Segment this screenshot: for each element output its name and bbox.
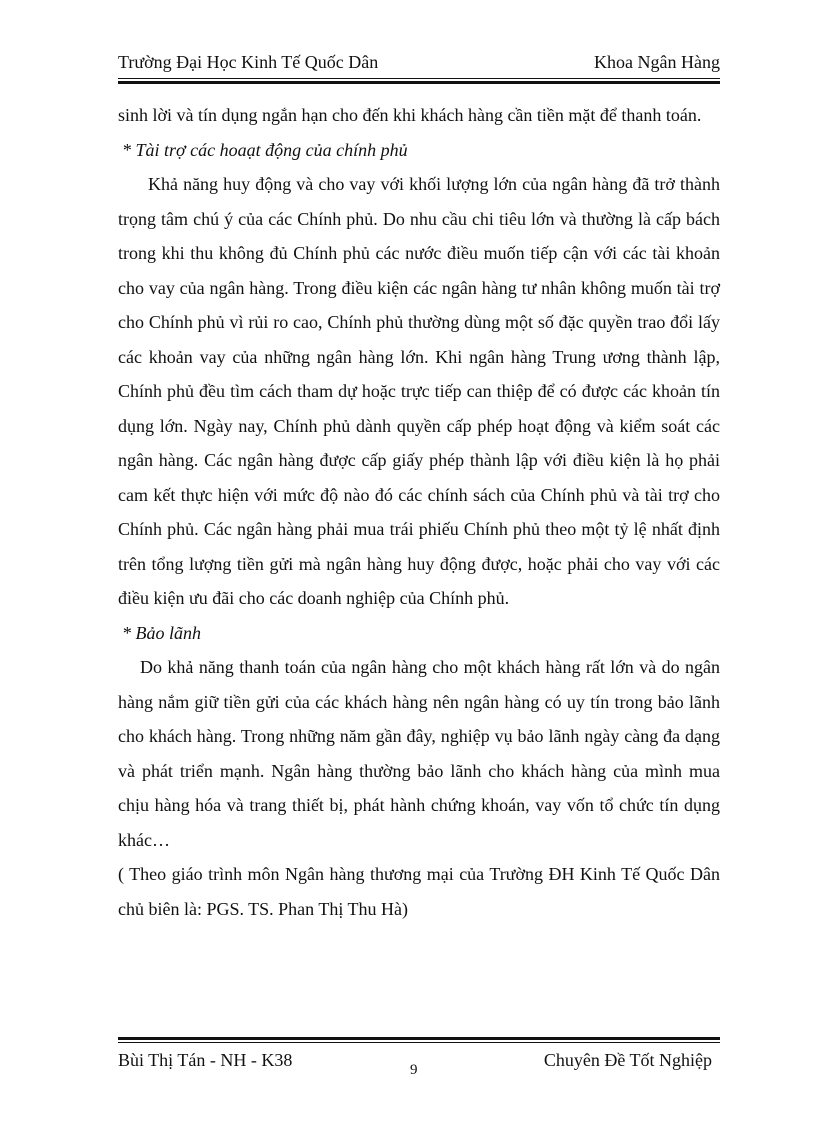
page-header <box>118 52 720 76</box>
paragraph-continuation: sinh lời và tín dụng ngắn hạn cho đến khi khách hàng cần tiền mặt để thanh toán. <box>118 105 702 125</box>
paragraph-government-finance: Khả năng huy động và cho vay với khối lượng lớn của ngân hàng đã trở thành trọng tâm chú ý của các Chính phủ. Do nhu cầu chi tiêu lớn và thường là cấp bách trong khi thu không đủ Chính phủ các nước điều muốn tiếp cận với các tài khoản cho vay của ngân hàng. Trong điều kiện các ngân hàng tư nhân không muốn tài trợ cho Chính phủ vì rủi ro cao, Chính phủ thường dùng một số đặc quyền trao đổi lấy các khoản vay của những ngân hàng lớn. Khi ngân hàng Trung ương thành lập, Chính phủ đều tìm cách tham dự hoặc trực tiếp can thiệp để có được các khoản tín dụng lớn. Ngày nay, Chính phủ dành quyền cấp phép hoạt động và kiểm soát các ngân hàng. Các ngân hàng được cấp giấy phép thành lập với điều kiện là họ phải cam kết thực hiện với mức độ nào đó các chính sách của Chính phủ và tài trợ cho Chính phủ. Các ngân hàng phải mua trái phiếu Chính phủ theo một tỷ lệ nhất định trên tổng lượng tiền gửi mà ngân hàng huy động được, hoặc phải cho vay với các điều kiện ưu đãi cho các doanh nghiệp của Chính phủ. <box>118 174 720 608</box>
paragraph-citation: ( Theo giáo trình môn Ngân hàng thương mại của Trường ĐH Kinh Tế Quốc Dân chủ biên là: PGS. TS. Phan Thị Thu Hà) <box>118 864 720 919</box>
header-rule-thin <box>118 78 720 79</box>
header-rule-thick <box>118 81 720 84</box>
footer-rule-thin <box>118 1042 720 1043</box>
header-university: Trường Đại Học Kinh Tế Quốc Dân <box>118 52 379 72</box>
footer-author: Bùi Thị Tán - NH - K38 <box>118 1050 293 1070</box>
footer-document-type: Chuyên Đề Tốt Nghiệp <box>543 1050 712 1070</box>
header-faculty: Khoa Ngân Hàng <box>594 52 720 72</box>
document-body <box>118 98 720 926</box>
section-heading-government-finance: * Tài trợ các hoaạt động của chính phủ <box>122 139 408 160</box>
paragraph-guarantee: Do khả năng thanh toán của ngân hàng cho một khách hàng rất lớn và do ngân hàng nắm giữ tiền gửi của các khách hàng nên ngân hàng có uy tín trong bảo lãnh cho khách hàng. Trong những năm gần đây, nghiệp vụ bảo lãnh ngày càng đa dạng và phát triển mạnh. Ngân hàng thường bảo lãnh cho khách hàng của mình mua chịu hàng hóa và trang thiết bị, phát hành chứng khoán, vay vốn tổ chức tín dụng khác… <box>118 657 720 850</box>
section-heading-guarantee: * Bảo lãnh <box>122 622 201 643</box>
page-number: 9 <box>410 1062 418 1078</box>
footer-rule-thick <box>118 1037 720 1040</box>
page-footer <box>118 1050 720 1080</box>
